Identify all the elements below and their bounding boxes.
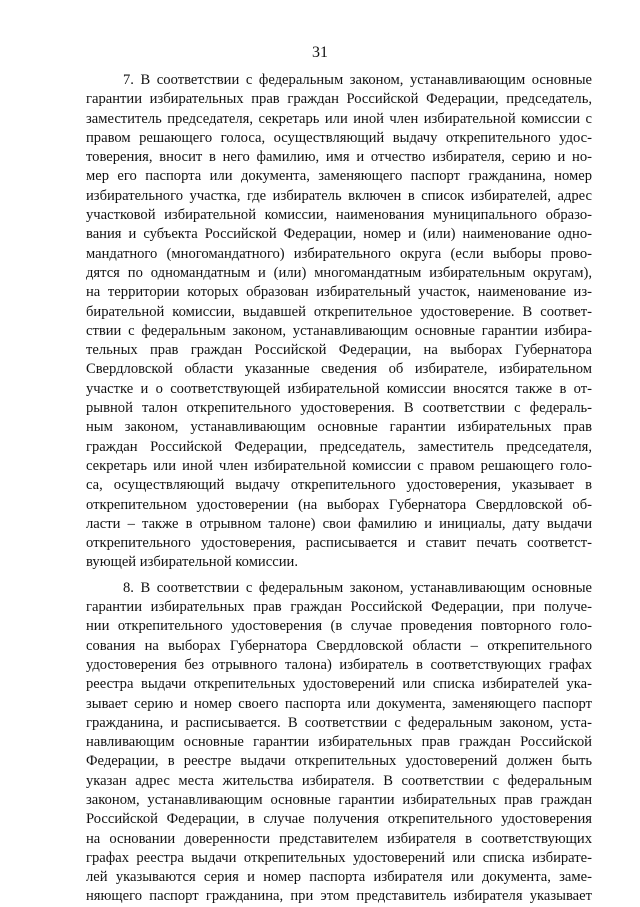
paragraph — [86, 579, 592, 907]
paragraph-line: ным законом, устанавливающим основные гарантии избирательных прав — [86, 419, 592, 436]
paragraph-line: рывной талон открепительного удостоверения. В соответствии с федераль- — [86, 400, 592, 417]
paragraph-line: Российской Федерации, в случае получения открепительного удостоверения — [86, 811, 592, 828]
paragraph-line: открепительного удостоверения, расписывается и ставит печать соответст- — [86, 535, 592, 552]
paragraph-line: лей указываются серия и номер паспорта избирателя или документа, заме- — [86, 869, 592, 886]
paragraph-line: 8. В соответствии с федеральным законом, устанавливающим основные — [123, 579, 592, 596]
paragraph-line: Свердловской области указанные сведения об избирателе, избирательном — [86, 361, 592, 378]
page-number: 31 — [312, 44, 328, 61]
paragraph-line: ствии с федеральным законом, устанавливающим основные гарантии избира- — [86, 322, 592, 339]
paragraph — [86, 71, 592, 573]
paragraph-line: избирательного участка, где избиратель включен в список избирателей, адрес — [86, 187, 592, 204]
paragraph-line: сования на выборах Губернатора Свердловской области – открепительного — [86, 637, 592, 654]
paragraph-line: реестра выдачи открепительных удостоверений или списка избирателей ука- — [86, 676, 592, 693]
paragraph-line: вующей избирательной комиссии. — [86, 554, 298, 571]
paragraph-line: тельных прав граждан Российской Федерации, на выборах Губернатора — [86, 342, 592, 359]
paragraph-line: бирательной комиссии, выдавшей открепительное удостоверение. В соответ- — [86, 303, 592, 320]
paragraph-line: мер его паспорта или документа, заменяющего паспорт гражданина, номер — [86, 168, 592, 185]
paragraph-line: мандатного (многомандатного) избирательного округа (если выборы прово- — [86, 245, 592, 262]
paragraph-line: участке и о соответствующей избирательной комиссии вносятся также в от- — [86, 380, 592, 397]
paragraph-line: са, осуществляющий выдачу открепительного удостоверения, указывает в — [86, 477, 592, 494]
paragraph-line: открепительном удостоверении (на выборах Губернатора Свердловской об- — [86, 496, 592, 513]
body-text — [86, 71, 592, 907]
paragraph-line: графах реестра выдачи открепительных удостоверений или списка избирате- — [86, 849, 592, 866]
paragraph-line: дятся по одномандатным и (или) многомандатным избирательным округам), — [86, 264, 592, 281]
paragraph-line: вания и субъекта Российской Федерации, номер и (или) наименование одно- — [86, 226, 592, 243]
paragraph-line: законом, устанавливающим основные гарантии избирательных прав граждан — [86, 791, 592, 808]
paragraph-line: гарантии избирательных прав граждан Российской Федерации, при получе- — [86, 599, 592, 616]
paragraph-line: зывает серию и номер своего паспорта или документа, заменяющего паспорт — [86, 695, 592, 712]
paragraph-line: Федерации, в реестре выдачи открепительных удостоверений должен быть — [86, 753, 592, 770]
paragraph-line: на основании доверенности представителем избирателя в соответствующих — [86, 830, 592, 847]
paragraph-line: заместитель председателя, секретарь или иной член избирательной комиссии с — [86, 110, 592, 127]
paragraph-line: гарантии избирательных прав граждан Российской Федерации, председатель, — [86, 91, 592, 108]
paragraph-line: товерения, вносит в него фамилию, имя и отчество избирателя, серию и но- — [86, 149, 592, 166]
paragraph-line: гражданина, и расписывается. В соответствии с федеральным законом, уста- — [86, 714, 592, 731]
paragraph-line: няющего паспорт гражданина, при этом представитель избирателя указывает — [86, 888, 592, 905]
paragraph-line: секретарь или иной член избирательной комиссии с правом решающего голо- — [86, 457, 592, 474]
paragraph-line: участковой избирательной комиссии, наименования муниципального образо- — [86, 207, 592, 224]
paragraph-line: на территории которых образован избирательный участок, наименование из- — [86, 284, 592, 301]
paragraph-line: удостоверения без отрывного талона) избиратель в соответствующих графах — [86, 656, 592, 673]
paragraph-line: граждан Российской Федерации, председатель, заместитель председателя, — [86, 438, 592, 455]
paragraph-line: ласти – также в отрывном талоне) свои фамилию и инициалы, дату выдачи — [86, 515, 592, 532]
paragraph-line: 7. В соответствии с федеральным законом, устанавливающим основные — [123, 72, 592, 88]
paragraph-line: нии открепительного удостоверения (в случае проведения повторного голо- — [86, 618, 592, 635]
paragraph-line: правом решающего голоса, осуществляющий выдачу открепительного удос- — [86, 129, 592, 146]
paragraph-line: указан адрес места жительства избирателя. В соответствии с федеральным — [86, 772, 592, 789]
paragraph-line: навливающим основные гарантии избирательных прав граждан Российской — [86, 734, 592, 751]
